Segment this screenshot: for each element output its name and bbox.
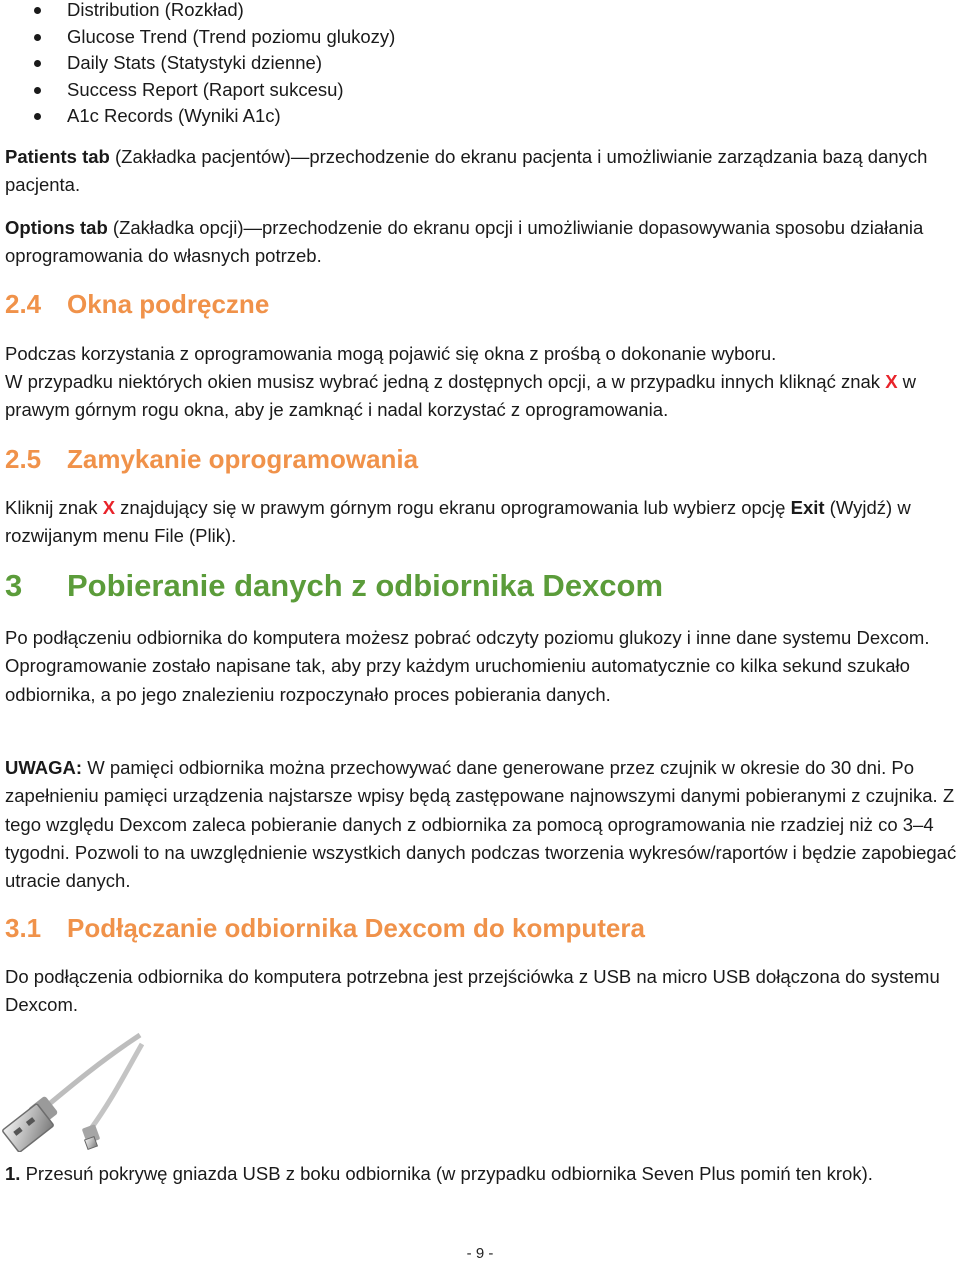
section-heading-2-5: 2.5 Zamykanie oprogramowania [5, 444, 419, 474]
usb-cable-image [2, 1030, 144, 1152]
feature-bullet-list [0, 0, 395, 130]
bullet-icon [34, 87, 41, 94]
options-tab-paragraph: Options tab (Zakładka opcji)—przechodzenie do ekranu opcji i umożliwianie dopasowywania sposobu działania oprogramowania do własnych potrzeb. [5, 217, 924, 267]
list-item: A1c Records (Wyniki A1c) [0, 103, 395, 130]
list-item: Success Report (Raport sukcesu) [0, 77, 395, 104]
section-heading-3-1: 3.1 Podłączanie odbiornika Dexcom do komputera [5, 913, 645, 943]
bullet-icon [34, 34, 41, 41]
list-item: Daily Stats (Statystyki dzienne) [0, 50, 395, 77]
popup-close-paragraph: W przypadku niektórych okien musisz wybrać jedną z dostępnych opcji, a w przypadku innych kliknąć znak X w prawym górnym rogu okna, aby je zamknąć i nadal korzystać z oprogramowania. [5, 371, 917, 421]
section-heading-2-4: 2.4 Okna podręczne [5, 289, 270, 319]
close-x-icon: X [102, 497, 116, 518]
page-number: - 9 - [466, 1245, 494, 1262]
download-intro-paragraph: Po podłączeniu odbiornika do komputera możesz pobrać odczyty poziomu glukozy i inne dane systemu Dexcom. Oprogramowanie zostało napisane tak, aby przy każdym uruchomieniu automatycznie co kilka sekund szukało odbiornika, a po jego znalezieniu rozpoczynało proces pobierania danych. [5, 627, 930, 705]
list-item: Glucose Trend (Trend poziomu glukozy) [0, 24, 395, 51]
patients-tab-paragraph: Patients tab (Zakładka pacjentów)—przechodzenie do ekranu pacjenta i umożliwianie zarządzania bazą danych pacjenta. [5, 146, 928, 196]
list-item: Distribution (Rozkład) [0, 0, 395, 24]
chapter-heading-3: 3 Pobieranie danych z odbiornika Dexcom [5, 568, 664, 603]
bullet-icon [34, 60, 41, 67]
bullet-icon [34, 7, 41, 14]
close-x-icon: X [885, 371, 898, 392]
connect-intro-paragraph: Do podłączenia odbiornika do komputera potrzebna jest przejściówka z USB na micro USB dołączona do systemu Dexcom. [5, 966, 940, 1016]
bullet-icon [34, 113, 41, 120]
closing-software-paragraph: Kliknij znak X znajdujący się w prawym górnym rogu ekranu oprogramowania lub wybierz opcję Exit (Wyjdź) w rozwijanym menu File (Plik). [5, 497, 911, 547]
popup-intro-paragraph: Podczas korzystania z oprogramowania mogą pojawić się okna z prośbą o dokonanie wyboru. [5, 343, 777, 364]
warning-paragraph: UWAGA: W pamięci odbiornika można przechowywać dane generowane przez czujnik w okresie do 30 dni. Po zapełnieniu pamięci urządzenia najstarsze wpisy będą zastępowane najnowszymi danymi pobieranymi z czujnika. Z tego względu Dexcom zaleca pobieranie danych z odbiornika za pomocą oprogramowania nie rzadziej niż co 3–4 tygodni. Pozwoli to na uwzględnienie wszystkich danych podczas tworzenia wykresów/raportów i będzie zapobiegać utracie danych. [5, 757, 957, 892]
step-1-paragraph: 1. Przesuń pokrywę gniazda USB z boku odbiornika (w przypadku odbiornika Seven Plus pomiń ten krok). [5, 1163, 873, 1184]
